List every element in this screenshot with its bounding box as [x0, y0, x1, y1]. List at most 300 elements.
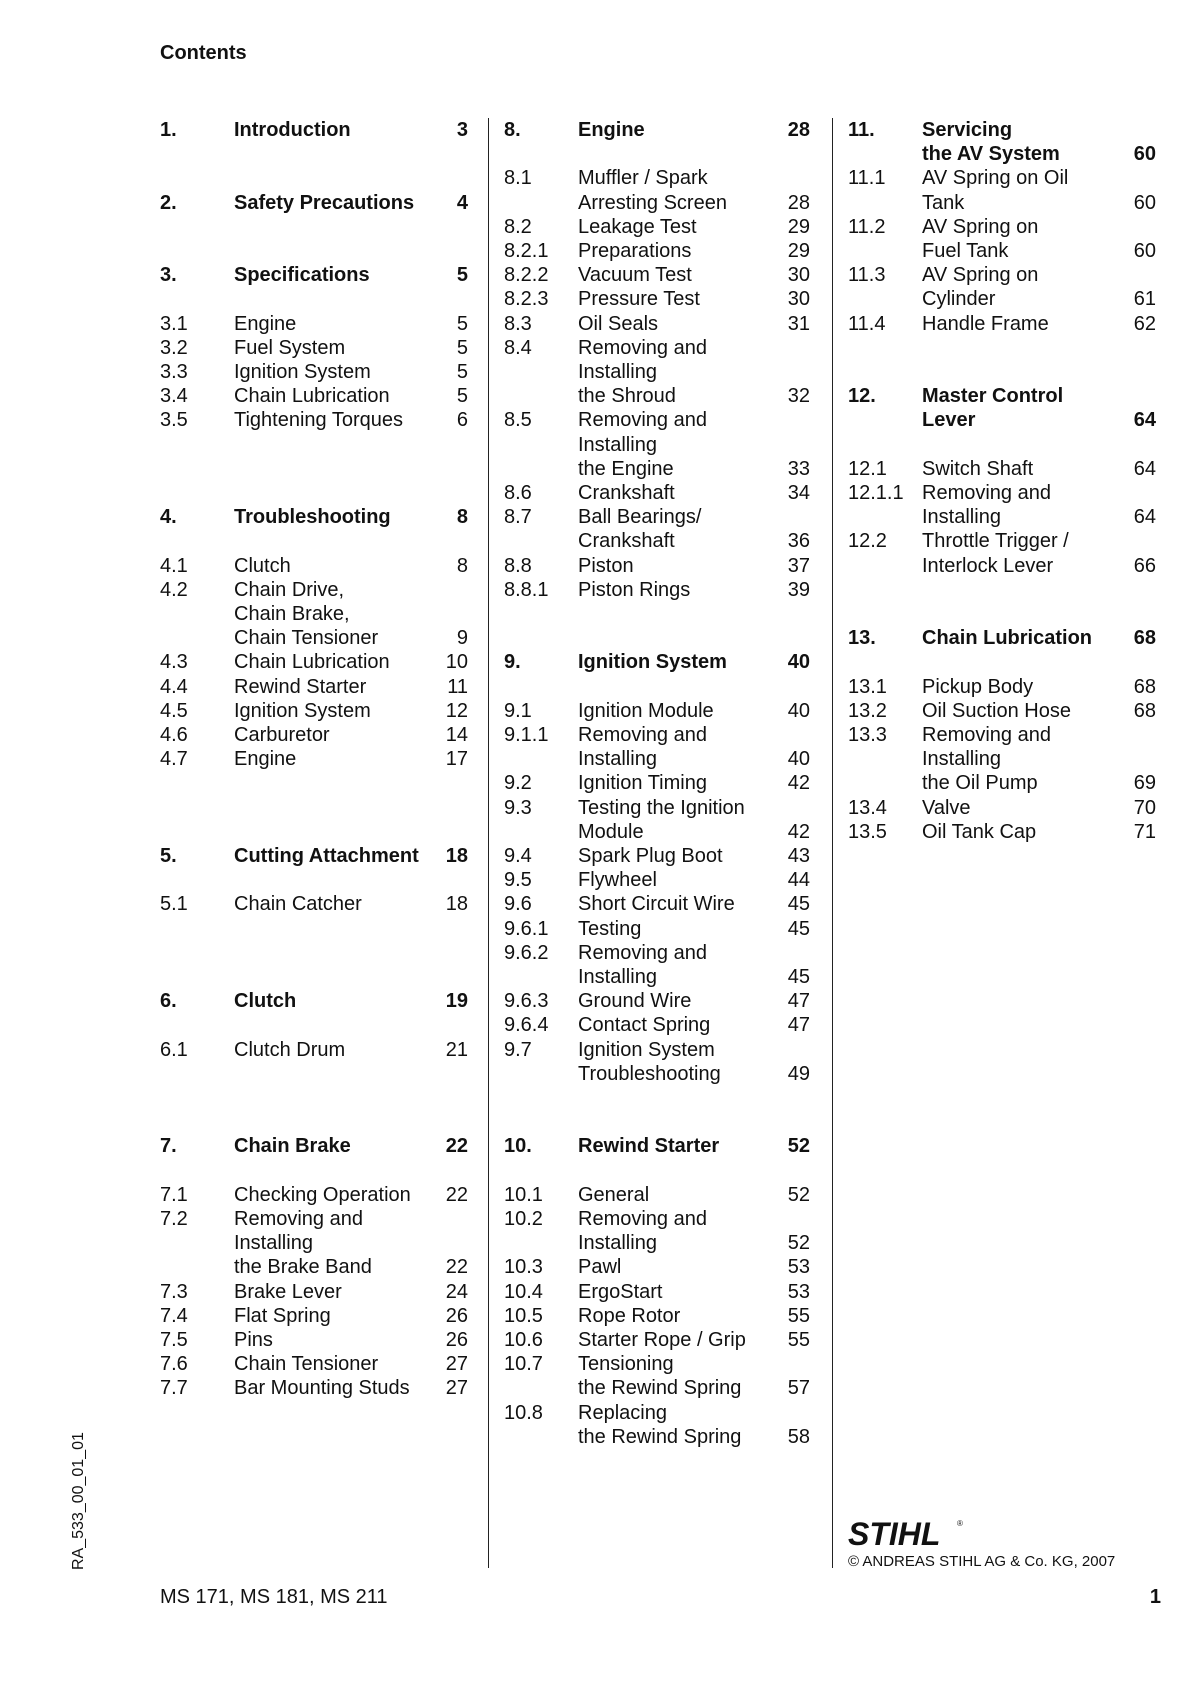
toc-title: Switch Shaft — [922, 457, 1034, 480]
toc-entry — [160, 892, 468, 916]
toc-title: Chain Lubrication — [234, 385, 390, 408]
toc-number: 11. — [848, 119, 875, 141]
toc-title: Flat Spring — [234, 1304, 331, 1327]
toc-column-1 — [160, 118, 468, 1401]
toc-entry — [848, 699, 1156, 723]
toc-page-number: 69 — [1133, 772, 1156, 795]
toc-entry — [504, 287, 810, 311]
toc-number: 10.4 — [504, 1280, 543, 1303]
toc-title: Ignition Module — [578, 699, 714, 722]
toc-page-number: 30 — [787, 288, 810, 311]
toc-title: Pins — [234, 1328, 273, 1351]
toc-title: Oil Suction Hose — [922, 699, 1071, 722]
toc-entry — [160, 1207, 468, 1280]
toc-number: 8.2.3 — [504, 288, 549, 311]
svg-text:®: ® — [957, 1519, 963, 1528]
toc-page-number: 42 — [787, 772, 810, 795]
toc-title: Replacing the Rewind Spring — [578, 1401, 742, 1448]
toc-title: Crankshaft — [578, 482, 675, 505]
toc-entry — [504, 481, 810, 505]
toc-title: Removing and Installing the Oil Pump — [922, 724, 1051, 795]
toc-title: Ball Bearings/ Crankshaft — [578, 506, 702, 553]
toc-entry — [160, 650, 468, 674]
toc-number: 9.7 — [504, 1038, 532, 1061]
toc-number: 13.4 — [848, 796, 887, 819]
toc-entry — [160, 360, 468, 384]
toc-title: Clutch Drum — [234, 1038, 346, 1061]
toc-page-number: 22 — [445, 1135, 468, 1158]
toc-number: 8.8 — [504, 554, 532, 577]
toc-page-number: 17 — [445, 748, 468, 771]
toc-page-number: 52 — [787, 1135, 810, 1158]
toc-page-number: 68 — [1133, 675, 1156, 698]
toc-title: Tightening Torques — [234, 409, 404, 432]
toc-entry — [160, 675, 468, 699]
toc-number: 8.2.1 — [504, 240, 549, 262]
toc-entry — [160, 312, 468, 336]
toc-title: Ignition System Troubleshooting — [578, 1038, 721, 1085]
toc-page-number: 47 — [787, 990, 810, 1013]
toc-entry — [848, 820, 1156, 844]
toc-number: 4.7 — [160, 748, 188, 771]
toc-entry — [160, 384, 468, 408]
toc-page-number: 36 — [787, 530, 810, 553]
toc-title: Specifications — [234, 264, 370, 287]
page-title: Contents — [160, 42, 247, 64]
toc-page-number: 47 — [787, 1014, 810, 1037]
toc-number: 3.4 — [160, 385, 188, 408]
toc-page-number: 5 — [456, 264, 468, 287]
toc-entry — [504, 723, 810, 771]
toc-number: 7.5 — [160, 1328, 188, 1351]
toc-section — [160, 191, 468, 215]
toc-title: Engine — [234, 312, 297, 335]
toc-page-number: 71 — [1133, 820, 1156, 843]
toc-entry — [504, 578, 810, 602]
toc-entry — [160, 723, 468, 747]
toc-number: 11.3 — [848, 264, 886, 287]
toc-number: 10.6 — [504, 1329, 543, 1352]
toc-number: 1. — [160, 119, 177, 141]
toc-title: Engine — [578, 119, 645, 141]
toc-entry — [504, 1352, 810, 1400]
toc-page-number: 28 — [787, 191, 810, 214]
toc-entry — [504, 892, 810, 916]
toc-title: Introduction — [234, 119, 351, 141]
toc-section — [848, 626, 1156, 650]
toc-page-number: 24 — [445, 1280, 468, 1303]
toc-number: 9.1 — [504, 699, 532, 722]
toc-entry — [848, 481, 1156, 529]
toc-entry — [160, 578, 468, 651]
toc-entry — [504, 868, 810, 892]
toc-title: Chain Drive, Chain Brake, Chain Tensioner — [234, 578, 379, 650]
toc-page-number: 11 — [447, 675, 468, 698]
toc-number: 8.3 — [504, 312, 532, 335]
toc-title: Ignition System — [234, 699, 371, 722]
toc-entry — [504, 1183, 810, 1207]
toc-page-number: 6 — [456, 409, 468, 432]
toc-title: Testing the Ignition Module — [578, 796, 745, 843]
toc-entry — [504, 771, 810, 795]
toc-page-number: 45 — [787, 893, 810, 916]
toc-entry — [504, 796, 810, 844]
toc-number: 11.2 — [848, 215, 886, 238]
toc-page-number: 5 — [456, 336, 468, 359]
toc-entry — [160, 747, 468, 771]
toc-page-number: 64 — [1133, 409, 1156, 432]
toc-page-number: 29 — [787, 215, 810, 238]
toc-number: 8.4 — [504, 336, 532, 359]
page-number: 1 — [1149, 1586, 1161, 1608]
toc-title: Bar Mounting Studs — [234, 1377, 410, 1400]
toc-entry — [504, 312, 810, 336]
toc-entry — [160, 699, 468, 723]
toc-page-number: 9 — [456, 627, 468, 650]
toc-number: 7.1 — [160, 1183, 188, 1206]
toc-entry — [504, 1013, 810, 1037]
toc-number: 9.5 — [504, 869, 532, 892]
toc-title: Tensioning the Rewind Spring — [578, 1353, 742, 1400]
toc-page-number: 58 — [787, 1425, 810, 1448]
toc-entry — [504, 239, 810, 263]
toc-number: 4.6 — [160, 724, 188, 746]
toc-entry — [848, 312, 1156, 336]
toc-page-number: 21 — [445, 1038, 468, 1061]
toc-entry — [504, 1328, 810, 1352]
toc-title: Brake Lever — [234, 1280, 342, 1303]
toc-page-number: 3 — [456, 119, 468, 141]
toc-number: 10.3 — [504, 1256, 543, 1279]
toc-number: 8.6 — [504, 482, 532, 505]
toc-number: 9.3 — [504, 796, 532, 819]
toc-number: 2. — [160, 191, 177, 214]
toc-entry — [160, 554, 468, 578]
toc-number: 9.1.1 — [504, 724, 549, 747]
toc-number: 3.2 — [160, 336, 188, 359]
toc-number: 10.1 — [504, 1183, 543, 1206]
toc-page-number: 42 — [787, 820, 810, 843]
toc-title: Oil Seals — [578, 312, 659, 335]
toc-number: 12.1.1 — [848, 482, 904, 505]
toc-section — [160, 844, 468, 868]
toc-page-number: 64 — [1133, 457, 1156, 480]
toc-entry — [848, 675, 1156, 699]
toc-page-number: 70 — [1133, 796, 1156, 819]
toc-page-number: 60 — [1133, 240, 1156, 263]
toc-number: 3.3 — [160, 360, 188, 383]
toc-number: 9.6 — [504, 893, 532, 916]
toc-page-number: 33 — [787, 457, 810, 480]
toc-number: 9. — [504, 651, 521, 674]
toc-section — [848, 118, 1156, 166]
toc-entry — [504, 166, 810, 214]
footer-models: MS 171, MS 181, MS 211 — [160, 1586, 388, 1608]
toc-number: 6.1 — [160, 1038, 188, 1061]
toc-number: 8. — [504, 119, 521, 141]
toc-title: General — [578, 1183, 650, 1206]
toc-number: 5. — [160, 845, 177, 867]
toc-number: 7.6 — [160, 1353, 188, 1376]
toc-title: Contact Spring — [578, 1014, 711, 1037]
toc-number: 4.3 — [160, 651, 188, 674]
toc-page-number: 49 — [787, 1062, 810, 1085]
toc-entry — [848, 723, 1156, 796]
toc-number: 4.5 — [160, 699, 188, 722]
toc-entry — [504, 263, 810, 287]
toc-page-number: 55 — [787, 1329, 810, 1352]
toc-title: Fuel System — [234, 336, 346, 359]
toc-number: 8.5 — [504, 409, 532, 432]
toc-page-number: 62 — [1133, 312, 1156, 335]
toc-page-number: 10 — [445, 651, 468, 674]
toc-entry — [160, 336, 468, 360]
toc-title: Flywheel — [578, 869, 657, 892]
toc-number: 4.4 — [160, 675, 188, 698]
toc-number: 8.8.1 — [504, 578, 549, 601]
toc-title: Chain Lubrication — [234, 651, 390, 674]
toc-section — [160, 989, 468, 1013]
toc-entry — [504, 941, 810, 989]
toc-title: Servicing the AV System — [922, 119, 1060, 166]
toc-number: 10.2 — [504, 1208, 543, 1231]
toc-page-number: 53 — [787, 1280, 810, 1303]
copyright-notice: © ANDREAS STIHL AG & Co. KG, 2007 — [848, 1553, 1116, 1570]
toc-title: Safety Precautions — [234, 191, 415, 214]
toc-column-3 — [848, 118, 1156, 844]
toc-page-number: 68 — [1133, 627, 1156, 650]
toc-number: 13.2 — [848, 699, 887, 722]
toc-title: ErgoStart — [578, 1280, 663, 1303]
toc-title: Master Control Lever — [922, 385, 1064, 432]
toc-page-number: 53 — [787, 1256, 810, 1279]
toc-number: 9.2 — [504, 772, 532, 795]
toc-number: 7.3 — [160, 1280, 188, 1303]
toc-page-number: 18 — [445, 845, 468, 867]
toc-page-number: 19 — [445, 990, 468, 1013]
toc-title: Vacuum Test — [578, 264, 692, 287]
toc-title: Piston — [578, 554, 634, 577]
toc-page-number: 52 — [787, 1183, 810, 1206]
toc-number: 11.4 — [848, 312, 886, 335]
toc-title: Ignition System — [578, 651, 727, 674]
toc-page-number: 5 — [456, 385, 468, 408]
toc-title: Chain Tensioner — [234, 1353, 379, 1376]
toc-title: Removing and Installing — [578, 724, 707, 771]
toc-section — [848, 384, 1156, 432]
toc-page-number: 5 — [456, 312, 468, 335]
toc-page-number: 22 — [445, 1256, 468, 1279]
toc-title: Starter Rope / Grip — [578, 1329, 746, 1352]
toc-page-number: 28 — [787, 119, 810, 141]
toc-page-number: 26 — [445, 1304, 468, 1327]
toc-entry — [848, 796, 1156, 820]
toc-entry — [848, 529, 1156, 577]
toc-number: 8.2 — [504, 215, 532, 238]
toc-title: Testing — [578, 917, 642, 940]
toc-title: Cutting Attachment — [234, 845, 419, 867]
toc-section — [504, 650, 810, 674]
toc-entry — [504, 989, 810, 1013]
toc-entry — [160, 1038, 468, 1062]
toc-entry — [504, 1304, 810, 1328]
toc-title: Clutch — [234, 990, 297, 1013]
logo-wordmark: STIHL — [848, 1516, 941, 1550]
toc-number: 10. — [504, 1135, 532, 1158]
toc-page-number: 64 — [1133, 506, 1156, 529]
toc-page-number: 8 — [456, 554, 468, 577]
toc-number: 11.1 — [848, 167, 886, 190]
toc-entry — [848, 166, 1156, 214]
toc-section — [504, 118, 810, 142]
column-divider — [832, 118, 833, 1568]
toc-number: 4.1 — [160, 554, 188, 577]
toc-page-number: 34 — [787, 482, 810, 505]
document-code: RA_533_00_01_01 — [70, 1432, 87, 1570]
toc-title: Pickup Body — [922, 675, 1034, 698]
toc-entry — [504, 505, 810, 553]
toc-page-number: 12 — [445, 699, 468, 722]
toc-number: 9.4 — [504, 845, 532, 868]
toc-title: Pawl — [578, 1256, 622, 1279]
toc-entry — [848, 263, 1156, 311]
toc-title: Chain Lubrication — [922, 627, 1092, 650]
toc-number: 4.2 — [160, 578, 188, 601]
toc-title: Carburetor — [234, 724, 330, 746]
toc-number: 8.7 — [504, 506, 532, 529]
toc-number: 7.2 — [160, 1207, 188, 1230]
toc-section — [160, 263, 468, 287]
toc-entry — [160, 408, 468, 432]
toc-number: 8.2.2 — [504, 264, 549, 287]
toc-column-2 — [504, 118, 810, 1449]
toc-entry — [504, 1280, 810, 1304]
toc-number: 9.6.4 — [504, 1014, 549, 1037]
toc-number: 12.1 — [848, 457, 887, 480]
toc-title: Ignition System — [234, 360, 371, 383]
toc-entry — [848, 457, 1156, 481]
toc-entry — [504, 1038, 810, 1086]
toc-entry — [504, 215, 810, 239]
toc-page-number: 43 — [787, 845, 810, 868]
toc-title: AV Spring on Fuel Tank — [922, 215, 1039, 263]
toc-number: 3. — [160, 264, 177, 287]
toc-page-number: 27 — [445, 1377, 468, 1400]
toc-entry — [504, 844, 810, 868]
toc-title: Short Circuit Wire — [578, 893, 735, 916]
toc-page-number: 4 — [456, 191, 468, 214]
toc-entry — [160, 1304, 468, 1328]
toc-number: 7.4 — [160, 1304, 188, 1327]
toc-number: 12. — [848, 385, 876, 408]
toc-section — [504, 1134, 810, 1158]
toc-number: 9.6.2 — [504, 941, 549, 964]
toc-title: AV Spring on Oil Tank — [922, 167, 1069, 214]
toc-entry — [160, 1352, 468, 1376]
toc-page-number: 45 — [787, 966, 810, 989]
toc-entry — [160, 1280, 468, 1304]
toc-page-number: 52 — [787, 1232, 810, 1255]
toc-page-number: 66 — [1133, 554, 1156, 577]
toc-page-number: 18 — [445, 893, 468, 916]
toc-title: Valve — [922, 796, 971, 819]
toc-page-number: 60 — [1133, 143, 1156, 166]
toc-entry — [504, 1255, 810, 1279]
toc-page-number: 44 — [787, 869, 810, 892]
toc-page-number: 61 — [1133, 288, 1156, 311]
toc-entry — [160, 1328, 468, 1352]
toc-page-number: 45 — [787, 917, 810, 940]
toc-page-number: 29 — [787, 240, 810, 262]
toc-page-number: 68 — [1133, 699, 1156, 722]
toc-page-number: 39 — [787, 578, 810, 601]
toc-title: Oil Tank Cap — [922, 820, 1037, 843]
toc-title: Spark Plug Boot — [578, 845, 723, 868]
toc-title: Rewind Starter — [578, 1135, 720, 1158]
toc-number: 3.5 — [160, 409, 188, 432]
toc-number: 3.1 — [160, 312, 188, 335]
toc-entry — [504, 1401, 810, 1449]
toc-page-number: 30 — [787, 264, 810, 287]
toc-page-number: 37 — [787, 554, 810, 577]
toc-title: Removing and Installing the Engine — [578, 409, 707, 480]
toc-section — [160, 1134, 468, 1158]
toc-entry — [848, 215, 1156, 263]
toc-title: Removing and Installing — [578, 1208, 707, 1255]
toc-number: 5.1 — [160, 893, 188, 916]
toc-number: 8.1 — [504, 167, 532, 190]
toc-title: Rewind Starter — [234, 675, 367, 698]
toc-number: 7. — [160, 1135, 177, 1158]
toc-number: 12.2 — [848, 530, 887, 553]
toc-title: Removing and Installing — [578, 941, 707, 989]
toc-title: Handle Frame — [922, 312, 1049, 335]
toc-title: Removing and Installing the Brake Band — [234, 1207, 372, 1279]
toc-number: 6. — [160, 990, 177, 1013]
toc-page-number: 27 — [445, 1353, 468, 1376]
toc-title: Muffler / Spark Arresting Screen — [578, 167, 727, 214]
toc-section — [160, 118, 468, 142]
toc-title: Leakage Test — [578, 215, 697, 238]
toc-number: 4. — [160, 506, 177, 529]
toc-number: 10.7 — [504, 1353, 543, 1376]
toc-page-number: 32 — [787, 385, 810, 408]
toc-title: Chain Brake — [234, 1135, 351, 1158]
toc-title: Removing and Installing — [922, 482, 1051, 529]
toc-title: Engine — [234, 748, 297, 771]
toc-number: 9.6.1 — [504, 917, 549, 940]
toc-number: 13.5 — [848, 820, 887, 843]
toc-page-number: 40 — [787, 748, 810, 771]
toc-page-number: 31 — [787, 312, 810, 335]
toc-title: Preparations — [578, 240, 692, 262]
toc-page-number: 14 — [445, 724, 468, 746]
toc-title: Pressure Test — [578, 288, 700, 311]
toc-page-number: 57 — [787, 1377, 810, 1400]
toc-title: Checking Operation — [234, 1183, 411, 1206]
toc-number: 10.8 — [504, 1401, 543, 1424]
toc-title: Clutch — [234, 554, 291, 577]
toc-entry — [504, 336, 810, 409]
toc-section — [160, 505, 468, 529]
toc-page-number: 8 — [456, 506, 468, 529]
toc-page-number: 26 — [445, 1328, 468, 1351]
toc-page-number: 40 — [787, 651, 810, 674]
toc-entry — [504, 699, 810, 723]
toc-page-number: 60 — [1133, 191, 1156, 214]
toc-title: Ignition Timing — [578, 772, 707, 795]
toc-title: Chain Catcher — [234, 893, 362, 916]
